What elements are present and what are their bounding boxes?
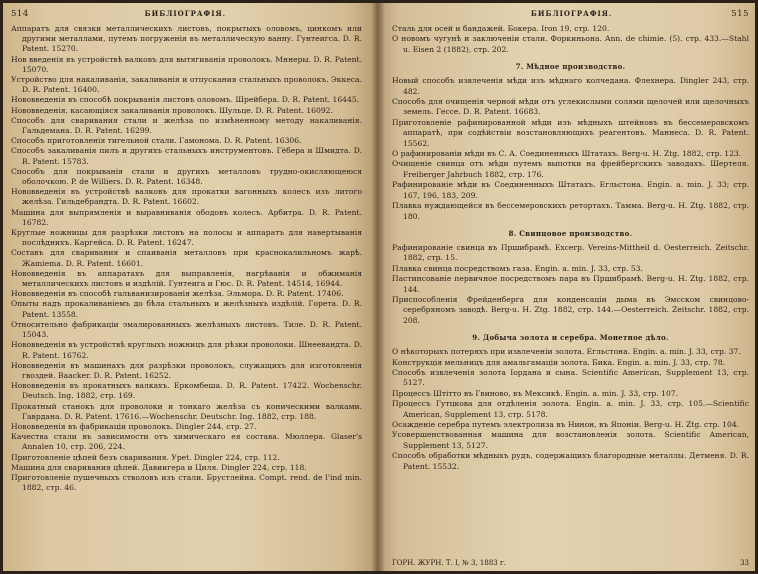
left-page-header — [11, 9, 362, 21]
book-spread — [3, 3, 755, 571]
bibliography-entry: Нововведенія въ прокатныхъ валкахъ. Еркомбеша. D. R. Patent. 17422. Wochenschr. Deutsch. Ing. 1882, стр. 169. — [11, 381, 362, 401]
bibliography-entry: Рафинированіе свинца въ Пршибрамѣ. Excerp. Vereins-Mittheil d. Oesterreich. Zeitschr. 1882, стр. 15. — [392, 242, 749, 263]
bibliography-entry: Нововведенія въ устройствѣ валковъ для прокатки вагонныхъ колесъ изъ литого желѣза. Гильдебрандта. D. R. Patent. 16602. — [11, 187, 362, 207]
bibliography-entry: Составъ для сваривания и спаиванія металловъ при краснокалильномъ жарѣ. Жаmiema. D. R. Patent. 16601. — [11, 248, 362, 268]
left-page — [3, 3, 376, 571]
bibliography-entry: Плавка нуждающейся въ бессемеровскихъ ретортахъ. Тамма. Berg-u. H. Ztg. 1882, стр. 180. — [392, 201, 749, 221]
bibliography-entry: Машина для выпрямленія и выравниванія ободовъ колесъ. Арбитра. D. R. Patent. 16782. — [11, 207, 362, 227]
bibliography-entry: Приготовленіе рафинированной мѣди изъ мѣдныхъ штейновъ въ бессемеровскомъ аппаратѣ, при содѣйствіи возстановляющихъ реагентовъ. Маннеса. D. R. Patent. 15562. — [392, 117, 749, 148]
bibliography-entry: Относительно фабрикаціи эмалированныхъ желѣзныхъ листовъ. Тиле. D. R. Patent. 15043. — [11, 319, 362, 340]
bibliography-entry: Способъ приготовленія тигельной стали. Гамонoма. D. R. Patent. 16306. — [11, 136, 302, 146]
bibliography-entry: Способъ для сваривания стали и желѣза по измѣненному методу накаливанія. Гальдемана. D. R. Patent. 16299. — [11, 115, 362, 136]
bibliography-entry: Приготовленіе цѣпей безъ сваривания. Уреt. Dingler 224, стр. 112. — [11, 452, 280, 462]
section-heading: 8. Свинцовое производство. — [508, 228, 633, 238]
bibliography-entry: Приготовленіе пушечныхъ стволовъ изъ стали. Брустлейна. Compt. rend. de l'ind min. 1882, стр. 46. — [11, 472, 362, 493]
bibliography-entry: Приспособленія Фрейденберга для конденсаціи дыма въ Эмсском свинцово-серебряномъ заводѣ. Berg-u. H. Ztg. 1882, стр. 144.—Oesterreich. Zeitschr. 1882, стр. 208. — [392, 294, 749, 325]
bibliography-entry: Усовершенствованная машина для возстановленія золота. Scientific American, Supplement 13, 5127. — [392, 430, 749, 450]
bibliography-entry: Процессъ Гутцкова для отдѣленія золота. Engin. a. min. J. 33, стр. 105.—Scientific American, Supplement 13, стр. 5178. — [392, 399, 749, 419]
bibliography-entry: Прокатный станокъ для проволоки и тонкаго желѣза съ коническими валками. Гаврдaна. D. R. Patent. 17616.—Wochenschr. Deutschr. Ing. 1882, стр. 188. — [11, 401, 362, 421]
left-running-title: БИБЛІОГРАФІЯ. — [144, 9, 227, 18]
bibliography-entry: О новомъ чугунѣ и заключеніи стали. Форкиньона. Ann. de chimie. (5). стр. 433.—Stahl u. Eisen 2 (1882), стр. 202. — [392, 34, 749, 54]
bibliography-entry: Аппаратъ для связки металлическихъ листовъ, покрытыхъ оловомъ, цинкомъ или другими металлами, путемъ погруженія въ металлическую ванну. Гунтеигса. D. R. Patent. 15270. — [11, 24, 362, 54]
right-lead-entries — [392, 24, 749, 55]
bibliography-entry: Устройство для накаливанія, закаливанія и отпускания стальныхъ проволокъ. Эккеса. D. R. Patent. 16400. — [11, 75, 362, 95]
page-footer — [392, 559, 749, 567]
bibliography-entry: Качества стали въ зависимости отъ химическаго ея состава. Мюллера. Glaser's Annalen 10, стр. 206, 224. — [11, 432, 362, 452]
bibliography-entry: Нов введенія въ устройствѣ валковъ для вытягиванія проволокъ. Мннеры. D. R. Patent. 15070. — [11, 54, 362, 74]
section-heading: 9. Добыча золота и серебра. Монетное дѣло. — [472, 333, 669, 343]
bibliography-entry: О нѣкоторыхъ потеряхъ при извлеченіи золота. Егльстона. Engin. a. min. J. 33, стр. 37. — [392, 347, 741, 357]
bibliography-entry: Способъ извлеченія золота Іордана и сына. Scientific American, Supplement 13, стр. 5127. — [392, 367, 749, 388]
section-heading: 7. Мѣдное производство. — [515, 62, 626, 72]
bibliography-entry: Плавка свинца посредствомъ газа. Engin. a. min. J. 33, стр. 53. — [392, 263, 643, 273]
bibliography-entry: Очищеніе свинца отъ мѣди путемъ выпотки на фрейбергскихъ заводахъ. Шертеля. Freiberger Jahrbuch 1882, стр. 176. — [392, 159, 749, 179]
journal-signature: ГОРН. ЖУРН. Т. I, № 3, 1883 г. — [392, 559, 506, 567]
bibliography-entry: Сталь для осей и бандажей. Бокера. Iron 19, стр. 120. — [392, 24, 610, 33]
bibliography-entry: Нововведенія въ фабрикаціи проволокъ. Dingler 244, стр. 27. — [11, 421, 257, 431]
bibliography-entry: Рафинированіе мѣди въ Соединенныхъ Штатахъ. Егльстона. Engin. a. min. J. 33; стр. 167, 196, 183, 209. — [392, 180, 749, 200]
left-entry-list — [11, 24, 362, 493]
bibliography-entry: Конструкція мельницъ для амальгамаціи золота. Бика. Engin. a. min. J. 33, стр. 78. — [392, 357, 726, 367]
bibliography-entry: Машина для сваривания цѣпей. Давиигеpа и Циля. Dingler 224, стр. 118. — [11, 462, 307, 472]
bibliography-entry: Опыты надъ прокаливаніемъ до бѣла стальныхъ и желѣзныхъ издѣлій. Горета. D. R. Patent. 13558. — [11, 299, 362, 319]
signature-number: 33 — [740, 559, 749, 567]
bibliography-entry: Нововведенія въ способѣ гальванизированія желѣза. Эльмора. D. R. Patent. 17406. — [11, 289, 344, 299]
bibliography-entry: О рафинированіи мѣди въ С. А. Соединенныхъ Штатахъ. Berg-u. H. Ztg. 1882, стр. 123. — [392, 149, 742, 159]
right-running-title: БИБЛІОГРАФІЯ. — [530, 9, 613, 18]
bibliography-entry: Способъ обработки мѣдныхъ рудъ, содержащихъ благородные металлы. Детменя. D. R. Patent. 15532. — [392, 451, 749, 471]
left-page-number: 514 — [11, 9, 29, 19]
bibliography-entry: Способъ для очищенія черной мѣди отъ углекислыми солями щелочей или щелочныхъ земель. Гессе. D. R. Patent. 16683. — [392, 97, 749, 117]
bibliography-entry: Способъ закаливанія пилъ и другихъ стальныхъ инструментовъ. Гёбера и Шмидта. D. R. Patent. 15783. — [11, 146, 362, 166]
right-page — [376, 3, 755, 571]
right-sections — [392, 62, 749, 472]
right-page-number: 515 — [731, 9, 749, 19]
right-page-header — [392, 9, 749, 21]
book-gutter — [371, 3, 385, 571]
bibliography-entry: Нововведенія въ устройствѣ круглыхъ ножницъ для рѣзки проволоки. Шнеевандта. D. R. Patent. 16762. — [11, 340, 362, 360]
bibliography-entry: Осажденіе серебра путемъ электролиза въ Нинон, въ Японіи. Berg-u. H. Ztg. стр. 104. — [392, 420, 740, 429]
bibliography-entry: Нововведенія въ машинахъ для разрѣзки проволокъ, служащихъ для изготовленія гвоздей. Baacker. D. R. Patent. 16252. — [11, 360, 362, 380]
bibliography-entry: Новый способъ извлеченія мѣди изъ мѣднаго колчедана. Флехнера. Dingler 243, стр. 482. — [392, 76, 749, 96]
bibliography-entry: Нововведенія въ аппаратахъ для выправленія, нагрѣванія и обжиманія металлическихъ листовъ и издѣлій. Гунтеига и Гюс. D. R. Patent. 14514, 16944. — [11, 268, 362, 289]
bibliography-entry: Способъ для покрыванія стали и другихъ металловъ трудно-окисляющеюся оболочкою. P. de Williers. D. R. Patent. 16348. — [11, 166, 362, 187]
bibliography-entry: Нововведенія, касающіяся закаливанія проволокъ. Шульце. D. R. Patent. 16092. — [11, 105, 333, 115]
bibliography-entry: Процессъ Штітто въ Гвиново, въ Мексикѣ. Engin. a. min. J. 33, стр. 107. — [392, 388, 679, 398]
bibliography-entry: Нововведенія въ способѣ покрыванія листовъ оловомъ. Шрейберa. D. R. Patent. 16445. — [11, 95, 360, 105]
bibliography-entry: Пастинсованіе первичное посредствомъ пара въ Пршибрамѣ. Berg-u. H. Ztg. 1882, стр. 144. — [392, 274, 749, 294]
bibliography-entry: Круглые ножницы для разрѣзки листовъ на полосы и аппаратъ для навертыванія послѣднихъ. Каргейса. D. R. Patent. 16247. — [11, 228, 362, 248]
